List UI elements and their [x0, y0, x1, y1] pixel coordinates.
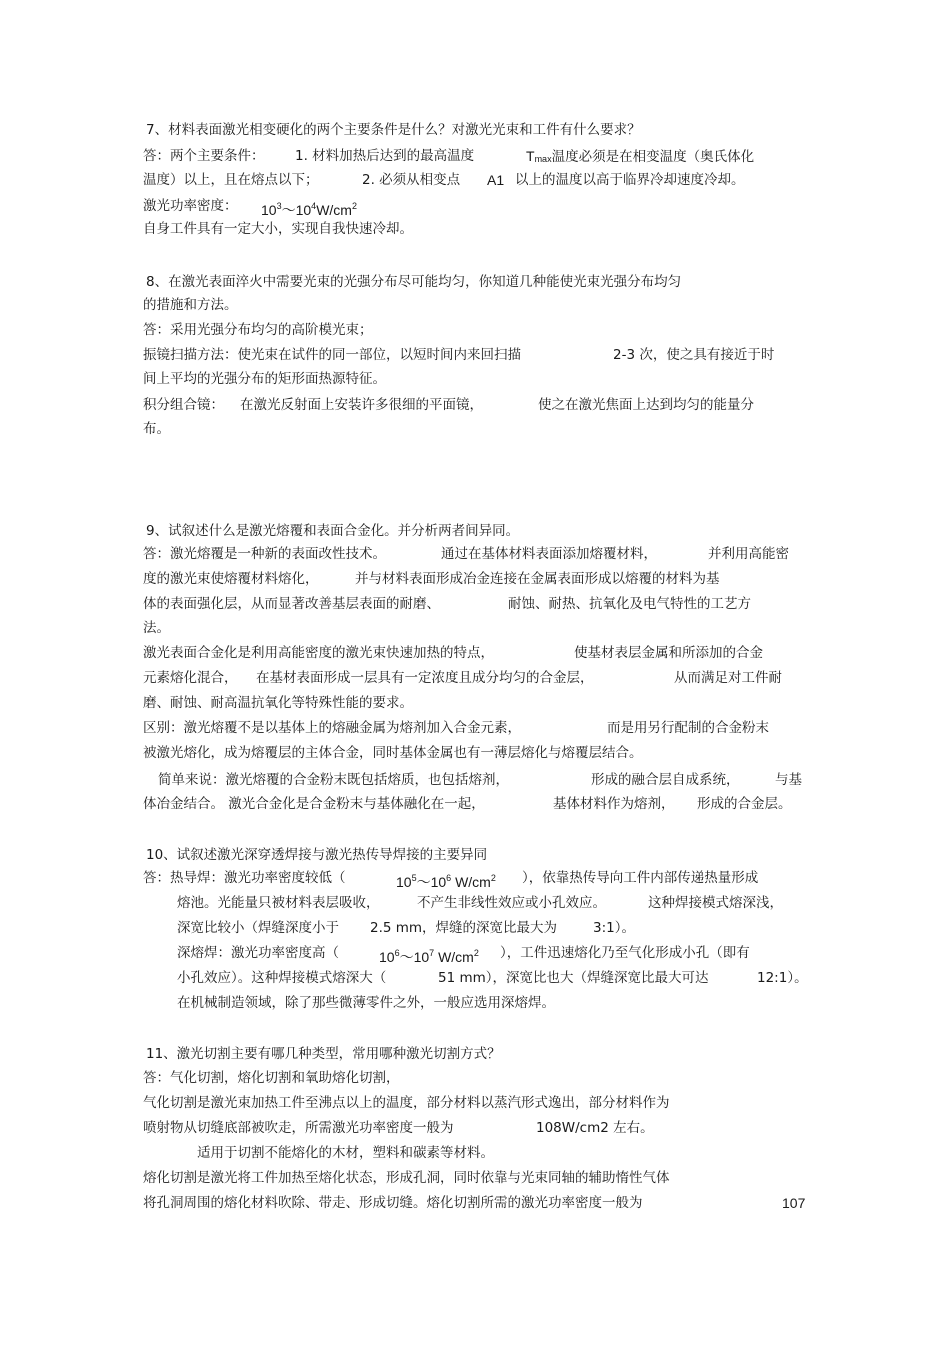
q10-power-density: $10^5\sim 10^6$ $W/cm^2$	[396, 873, 496, 890]
q10-answer-line: 答：热导焊：激光功率密度较低（	[143, 870, 346, 886]
q11-answer-line: 答：气化切割，熔化切割和氧助熔化切割，	[143, 1070, 400, 1086]
q10-answer-line: 3:1）。	[593, 920, 635, 936]
q8-answer-line: 2-3 次，使之具有接近于时	[613, 347, 775, 363]
q8-answer-line: 间上平均的光强分布的矩形面热源特征。	[143, 371, 386, 387]
q11-answer-line: 熔化切割是激光将工件加热至熔化状态，形成孔洞，同时依靠与光束同轴的辅助惰性气体	[143, 1170, 670, 1186]
q7-answer-line: 1. 材料加热后达到的最高温度	[295, 148, 475, 164]
q10-answer-line: ），依靠热传导向工件内部传递热量形成	[522, 870, 759, 886]
q9-answer-line: 而是用另行配制的合金粉末	[607, 720, 769, 736]
q9-answer-line: 元素熔化混合，	[143, 670, 238, 686]
q10-answer-line: 不产生非线性效应或小孔效应。	[417, 895, 606, 911]
q10-answer-line: ），工件迅速熔化乃至气化形成小孔（即有	[500, 945, 750, 961]
q7-answer-line: 2. 必须从相变点	[362, 172, 461, 188]
q9-answer-line: 与基	[775, 772, 802, 788]
q11-answer-line: 喷射物从切缝底部被吹走，所需激光功率密度一般为	[143, 1120, 454, 1136]
q7-answer-line: 以上的温度以高于临界冷却速度冷却。	[515, 172, 745, 188]
q10-title: 10、试叙述激光深穿透焊接与激光热传导焊接的主要异同	[146, 847, 488, 863]
q10-answer-line: 熔池。光能量只被材料表层吸收，	[177, 895, 380, 911]
q9-answer-line: 体的表面强化层，从而显著改善基层表面的耐磨、	[143, 596, 440, 612]
q10-answer-line: 2.5 mm，焊缝的深宽比最大为	[370, 920, 558, 936]
q8-title: 的措施和方法。	[143, 297, 238, 313]
q11-title: 11、激光切割主要有哪几种类型，常用哪种激光切割方式？	[146, 1046, 501, 1062]
q9-answer-line: 在基材表面形成一层具有一定浓度且成分均匀的合金层，	[256, 670, 594, 686]
q10-power-density: $10^6\sim 10^7$ $W/cm^2$	[379, 948, 479, 965]
q9-answer-line: 耐蚀、耐热、抗氧化及电气特性的工艺方	[508, 596, 751, 612]
q9-answer-line: 形成的合金层。	[697, 796, 792, 812]
q9-answer-line: 被激光熔化，成为熔覆层的主体合金，同时基体金属也有一薄层熔化与熔覆层结合。	[143, 745, 643, 761]
q10-answer-line: 在机械制造领域，除了那些微薄零件之外，一般应选用深熔焊。	[177, 995, 555, 1011]
q9-answer-line: 区别：激光熔覆不是以基体上的熔融金属为熔剂加入合金元素，	[143, 720, 521, 736]
q9-answer-line: 使基材表层金属和所添加的合金	[574, 645, 763, 661]
q10-answer-line: 12:1）。	[757, 970, 808, 986]
q9-answer-line: 体冶金结合。 激光合金化是合金粉末与基体融化在一起，	[143, 796, 485, 812]
q7-title: 7、材料表面激光相变硬化的两个主要条件是什么？对激光光束和工件有什么要求？	[146, 122, 641, 138]
q7-answer-line: A1	[487, 172, 505, 188]
q10-answer-line: 深熔焊：激光功率密度高（	[177, 945, 339, 961]
q7-answer-line: 答：两个主要条件：	[143, 148, 265, 164]
q9-answer-line: 基体材料作为熔剂，	[553, 796, 675, 812]
q8-answer-line: 在激光反射面上安装许多很细的平面镜，	[240, 397, 483, 413]
q9-answer-line: 磨、耐蚀、耐高温抗氧化等特殊性能的要求。	[143, 695, 413, 711]
q9-answer-line: 答：激光熔覆是一种新的表面改性技术。	[143, 546, 386, 562]
q10-answer-line: 这种焊接模式熔深浅，	[648, 895, 783, 911]
q7-answer-line: 自身工件具有一定大小，实现自我快速冷却。	[143, 221, 413, 237]
q8-answer-line: 振镜扫描方法：使光束在试件的同一部位，以短时间内来回扫描	[143, 347, 521, 363]
q9-answer-line: 从而满足对工件耐	[674, 670, 782, 686]
q8-answer-line: 积分组合镜：	[143, 397, 224, 413]
q9-answer-line: 形成的融合层自成系统，	[591, 772, 740, 788]
q10-answer-line: 深宽比较小（焊缝深度小于	[177, 920, 339, 936]
q11-answer-line: 108W/cm2 左右。	[536, 1120, 654, 1136]
q11-answer-line: 适用于切割不能熔化的木材，塑料和碳素等材料。	[197, 1145, 494, 1161]
q11-answer-line: 107	[782, 1195, 806, 1211]
q9-answer-line: 度的激光束使熔覆材料熔化，	[143, 571, 319, 587]
q7-answer-line: 温度）以上，且在熔点以下；	[143, 172, 319, 188]
q9-answer-line: 并与材料表面形成冶金连接在金属表面形成以熔覆的材料为基	[355, 571, 720, 587]
q9-title: 9、试叙述什么是激光熔覆和表面合金化。并分析两者间异同。	[146, 523, 520, 539]
q8-answer-line: 使之在激光焦面上达到均匀的能量分	[538, 397, 754, 413]
q8-answer-line: 布。	[143, 421, 170, 437]
q7-answer-line: 激光功率密度：	[143, 198, 238, 214]
q7-answer-line: $T_{max}$温度必须是在相变温度（奥氏体化	[526, 148, 755, 165]
q11-answer-line: 将孔洞周围的熔化材料吹除、带走、形成切缝。熔化切割所需的激光功率密度一般为	[143, 1195, 643, 1211]
q9-answer-line: 激光表面合金化是利用高能密度的激光束快速加热的特点，	[143, 645, 494, 661]
q9-answer-line: 法。	[143, 620, 170, 636]
q9-answer-line: 通过在基体材料表面添加熔覆材料，	[441, 546, 657, 562]
q11-answer-line: 气化切割是激光束加热工件至沸点以上的温度，部分材料以蒸汽形式逸出，部分材料作为	[143, 1095, 670, 1111]
q10-answer-line: 51 mm），深宽比也大（焊缝深宽比最大可达	[438, 970, 709, 986]
q9-answer-line: 并利用高能密	[708, 546, 789, 562]
q8-answer-line: 答：采用光强分布均匀的高阶模光束；	[143, 322, 373, 338]
q10-answer-line: 小孔效应）。这种焊接模式熔深大（	[177, 970, 387, 986]
q9-answer-line: 简单来说：激光熔覆的合金粉末既包括熔质，也包括熔剂，	[158, 772, 509, 788]
q7-power-density: $10^3\sim 10^4W/cm^2$	[261, 201, 357, 218]
q8-title: 8、在激光表面淬火中需要光束的光强分布尽可能均匀，你知道几种能使光束光强分布均匀	[146, 274, 682, 290]
